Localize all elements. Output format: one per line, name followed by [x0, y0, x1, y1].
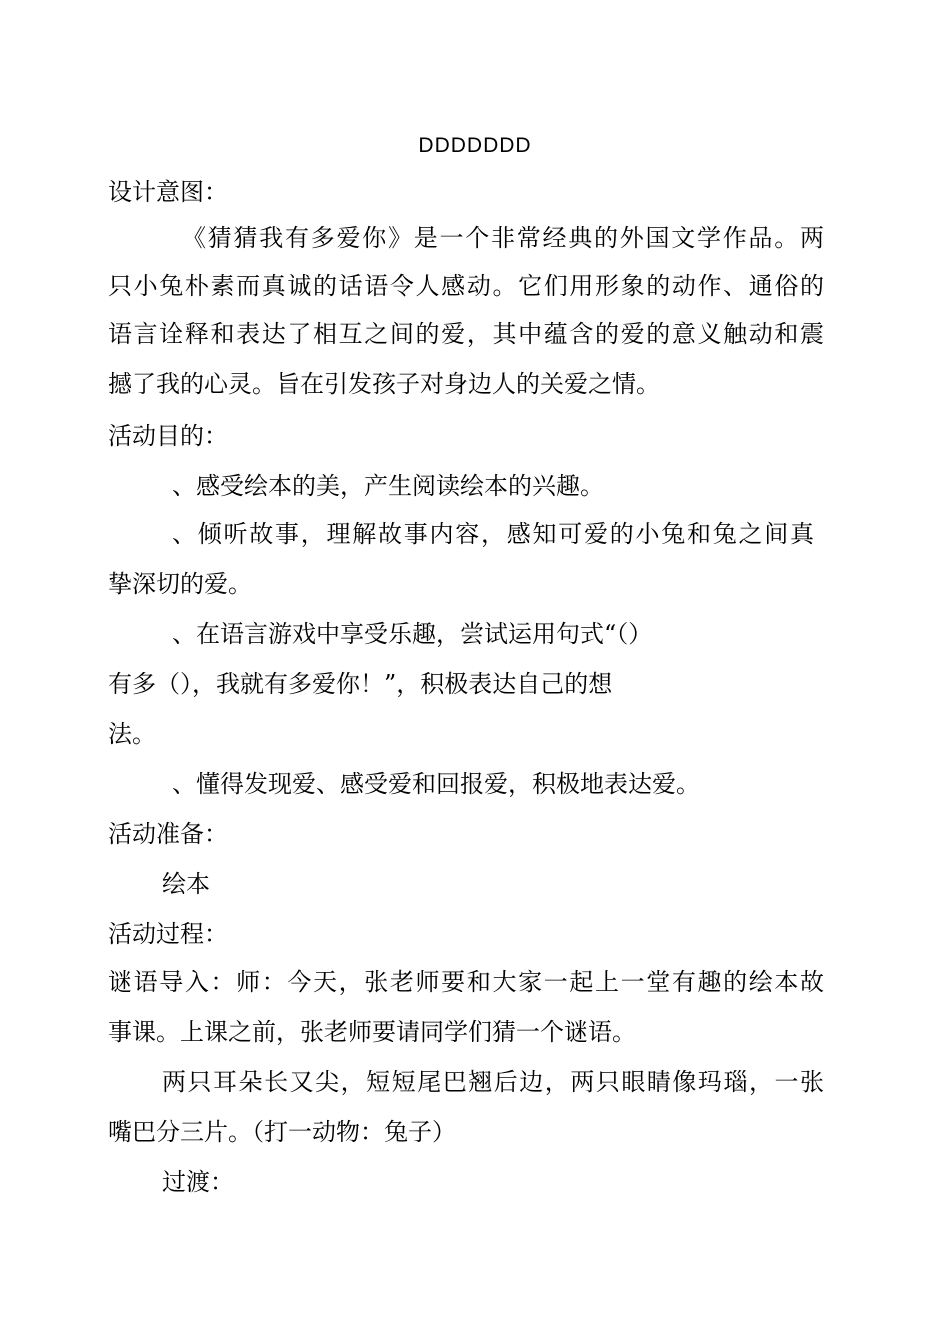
goal-3-line-2: 有多（），我就有多爱你！”，积极表达自己的想 [108, 670, 613, 698]
riddle-intro-line-2: 事课。上课之前，张老师要请同学们猜一个谜语。 [108, 1018, 636, 1046]
goal-2-line-1: 、倾听故事，理解故事内容，感知可爱的小兔和兔之间真 [172, 520, 814, 548]
goal-3-line-1: 、在语言游戏中享受乐趣，尝试运用句式“（） [172, 620, 653, 648]
prep-item: 绘本 [162, 870, 210, 898]
transition: 过渡： [162, 1168, 234, 1196]
intent-para-line-4: 撼了我的心灵。旨在引发孩子对身边人的关爱之情。 [108, 370, 660, 398]
goal-2-line-2: 挚深切的爱。 [108, 570, 252, 598]
intent-para-line-1: 《猜猜我有多爱你》是一个非常经典的外国文学作品。两 [182, 224, 824, 252]
document-title: DDDDDDD [418, 134, 532, 157]
goal-3-line-3: 法。 [108, 720, 156, 748]
goal-1: 、感受绘本的美，产生阅读绘本的兴趣。 [172, 472, 604, 500]
goal-4: 、懂得发现爱、感受爱和回报爱，积极地表达爱。 [172, 770, 700, 798]
process-heading: 活动过程： [108, 920, 228, 948]
riddle-intro-line-1: 谜语导入：师：今天，张老师要和大家一起上一堂有趣的绘本故 [108, 968, 824, 996]
goals-heading: 活动目的： [108, 422, 228, 450]
prep-heading: 活动准备： [108, 820, 228, 848]
design-intent-heading: 设计意图： [108, 178, 228, 206]
intent-para-line-3: 语言诠释和表达了相互之间的爱，其中蕴含的爱的意义触动和震 [108, 320, 824, 348]
riddle-line-1: 两只耳朵长又尖，短短尾巴翘后边，两只眼睛像玛瑙，一张 [162, 1068, 824, 1096]
intent-para-line-2: 只小兔朴素而真诚的话语令人感动。它们用形象的动作、通俗的 [108, 272, 824, 300]
riddle-line-2: 嘴巴分三片。（打一动物：兔子） [108, 1118, 456, 1146]
